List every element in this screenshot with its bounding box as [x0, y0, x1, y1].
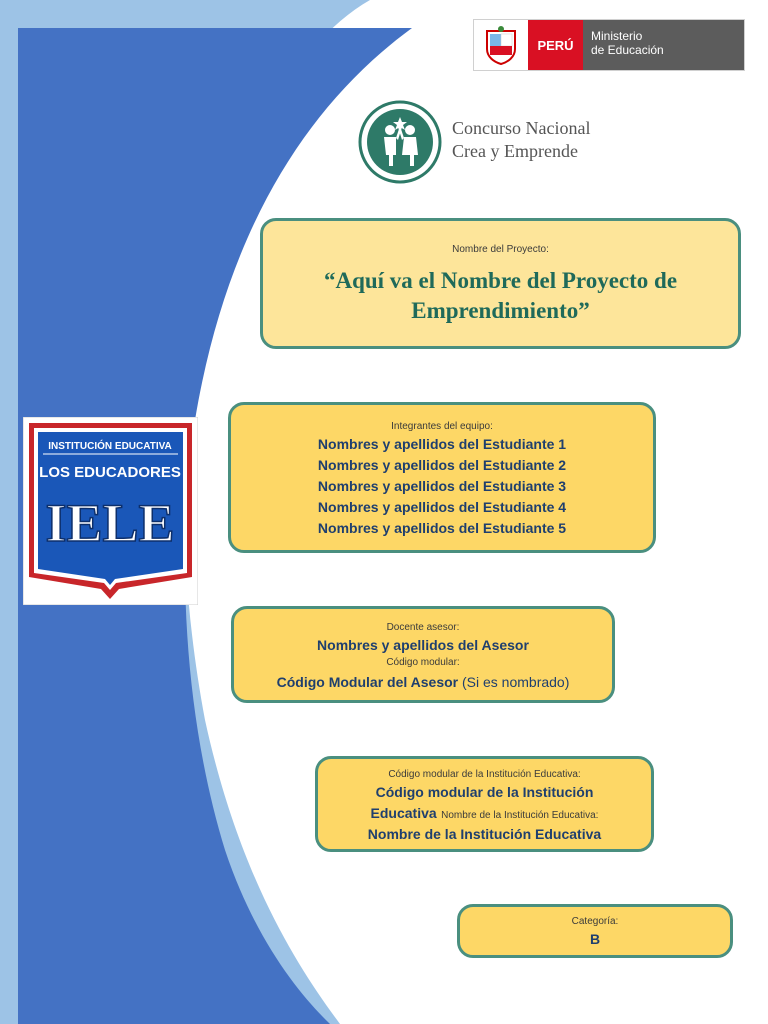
team-member: Nombres y apellidos del Estudiante 5 [317, 520, 567, 536]
country-label: PERÚ [528, 20, 583, 70]
team-member: Nombres y apellidos del Estudiante 4 [317, 499, 567, 515]
school-acronym: IELE [45, 493, 175, 553]
school-name: LOS EDUCADORES [39, 464, 181, 481]
team-member: Nombres y apellidos del Estudiante 1 [317, 436, 567, 452]
institution-code: Código modular de la Institución [375, 784, 594, 800]
advisor-code: Código Modular del Asesor (Si es nombrado) [276, 674, 570, 690]
category-label: Categoría: [571, 916, 619, 927]
institution-name-label: Nombre de la Institución Educativa: [441, 810, 599, 821]
contest-name: Concurso Nacional Crea y Emprende [452, 118, 591, 161]
peru-shield-icon [474, 20, 528, 70]
advisor-code-note: (Si es nombrado) [462, 674, 570, 690]
advisor-code-label: Código modular: [386, 657, 460, 668]
ministry-name: Ministerio de Educación [583, 20, 744, 70]
advisor-name: Nombres y apellidos del Asesor [317, 637, 529, 653]
category-value: B [589, 931, 601, 947]
team-member: Nombres y apellidos del Estudiante 2 [317, 457, 567, 473]
institution-code-continued: Educativa Nombre de la Institución Educativa: [370, 805, 599, 821]
contest-children-icon [358, 100, 442, 184]
advisor-box [231, 606, 615, 703]
ministry-logo [473, 19, 745, 71]
team-label: Integrantes del equipo: [391, 421, 493, 432]
project-title: “Aquí va el Nombre del Proyecto de Emprendimiento” [323, 268, 678, 323]
school-top-text: INSTITUCIÓN EDUCATIVA [48, 441, 172, 452]
team-box [228, 402, 656, 553]
project-label: Nombre del Proyecto: [452, 244, 549, 255]
category-box [457, 904, 733, 958]
institution-name: Nombre de la Institución Educativa [367, 826, 602, 842]
school-logo [23, 417, 198, 605]
institution-box [315, 756, 654, 852]
team-member: Nombres y apellidos del Estudiante 3 [317, 478, 567, 494]
institution-code-label: Código modular de la Institución Educativa: [388, 769, 581, 780]
advisor-label: Docente asesor: [386, 622, 460, 633]
project-name-box [260, 218, 741, 349]
